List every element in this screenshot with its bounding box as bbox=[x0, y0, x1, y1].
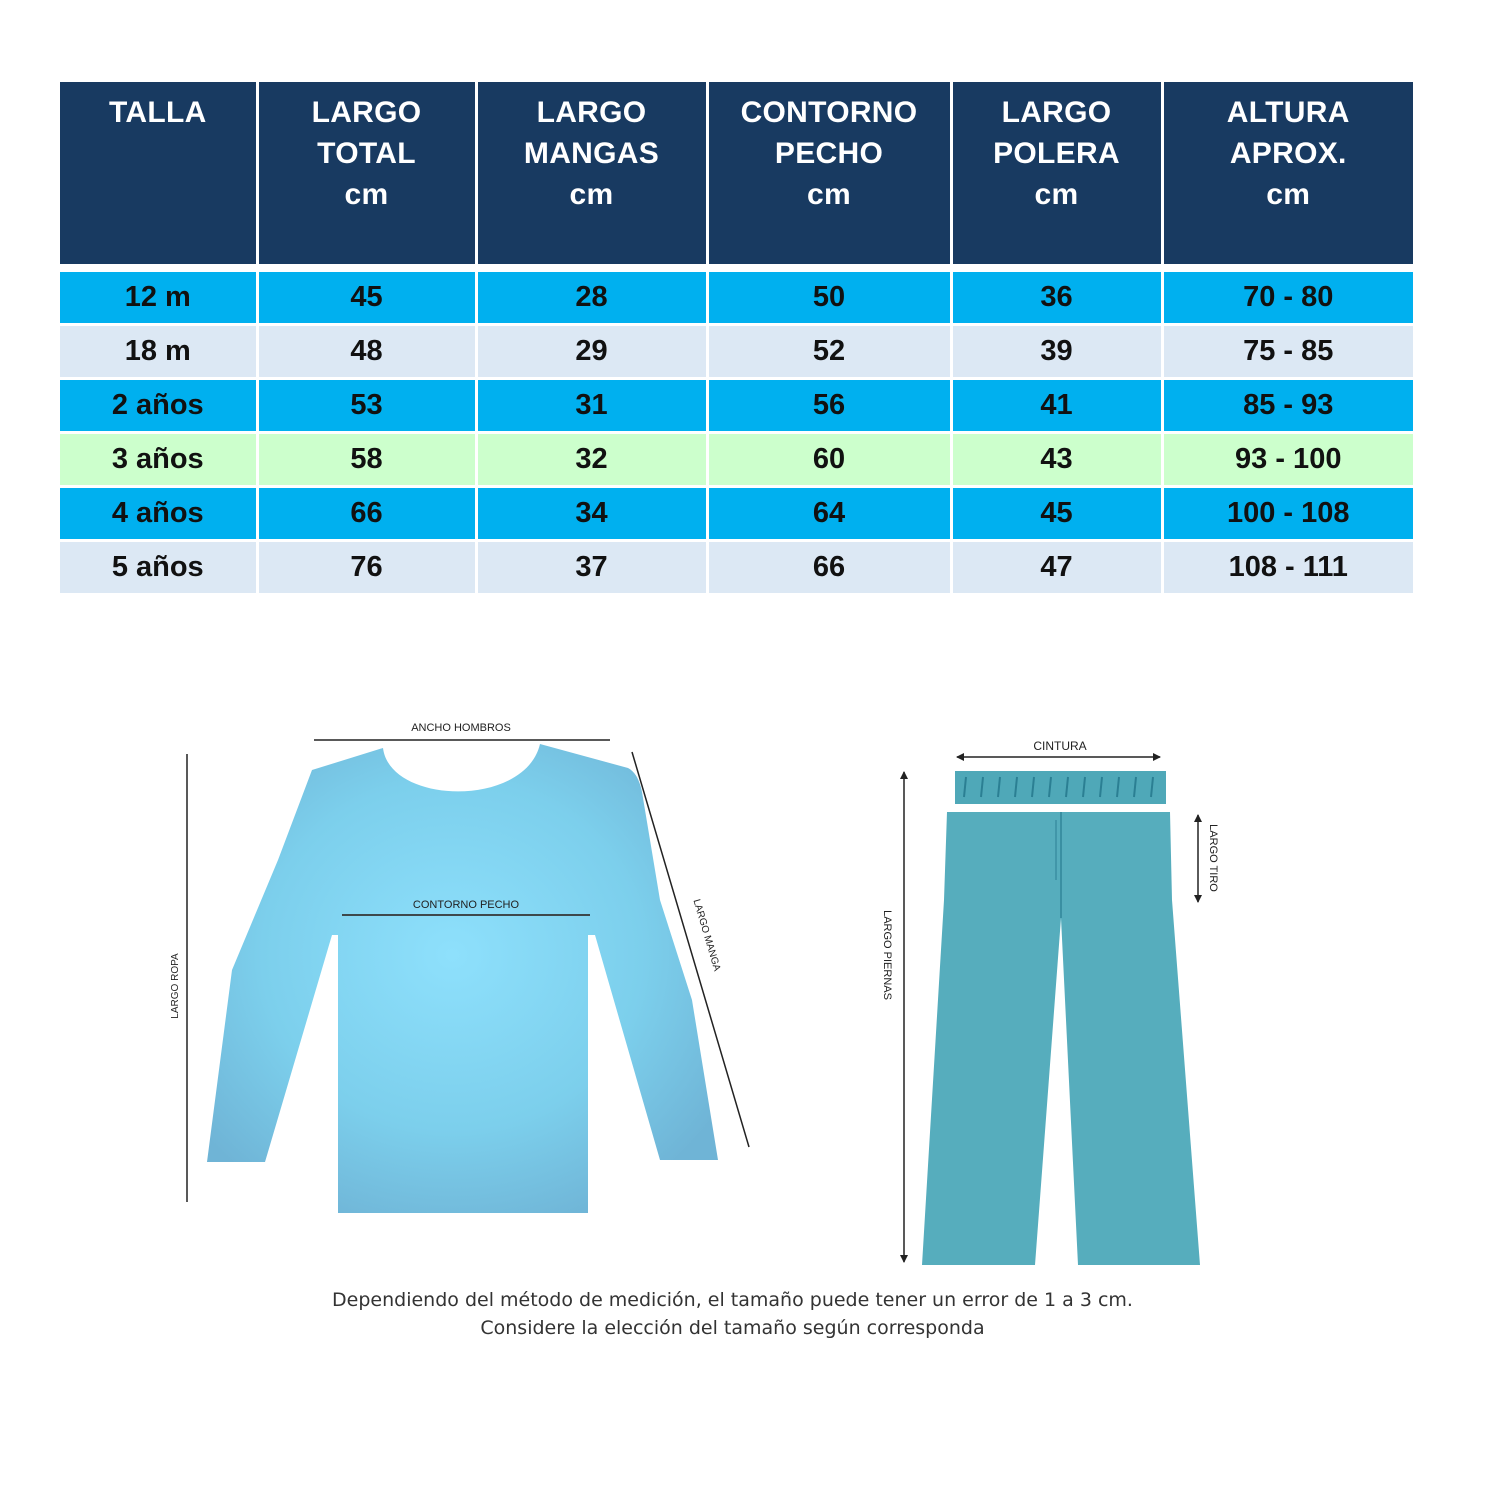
cell-talla: 18 m bbox=[60, 325, 257, 379]
cell-talla: 12 m bbox=[60, 271, 257, 325]
cell-largo-polera: 39 bbox=[951, 325, 1162, 379]
cell-contorno-pecho: 66 bbox=[707, 541, 951, 594]
header-altura-aprox: ALTURA APROX. cm bbox=[1162, 82, 1413, 264]
cell-largo-total: 66 bbox=[257, 487, 476, 541]
cell-contorno-pecho: 60 bbox=[707, 433, 951, 487]
cell-largo-mangas: 32 bbox=[476, 433, 707, 487]
cell-largo-mangas: 34 bbox=[476, 487, 707, 541]
cell-largo-mangas: 31 bbox=[476, 379, 707, 433]
cell-contorno-pecho: 52 bbox=[707, 325, 951, 379]
header-largo-polera: LARGO POLERA cm bbox=[951, 82, 1162, 264]
cell-altura: 85 - 93 bbox=[1162, 379, 1413, 433]
cell-largo-mangas: 28 bbox=[476, 271, 707, 325]
header-contorno-pecho: CONTORNO PECHO cm bbox=[707, 82, 951, 264]
cell-talla: 2 años bbox=[60, 379, 257, 433]
cell-altura: 75 - 85 bbox=[1162, 325, 1413, 379]
garment-length-label: LARGO ROPA bbox=[170, 953, 181, 1019]
footnote-line-2: Considere la elección del tamaño según corresponda bbox=[480, 1317, 985, 1339]
cell-largo-polera: 41 bbox=[951, 379, 1162, 433]
shoulder-width-label: ANCHO HOMBROS bbox=[411, 722, 511, 734]
measurement-footnote bbox=[0, 1286, 1465, 1342]
cell-altura: 100 - 108 bbox=[1162, 487, 1413, 541]
cell-contorno-pecho: 64 bbox=[707, 487, 951, 541]
chest-label: CONTORNO PECHO bbox=[412, 899, 520, 911]
waist-label: CINTURA bbox=[1033, 739, 1087, 753]
footnote-line-1: Dependiendo del método de medición, el tamaño puede tener un error de 1 a 3 cm. bbox=[332, 1289, 1133, 1311]
cell-largo-polera: 43 bbox=[951, 433, 1162, 487]
cell-largo-mangas: 29 bbox=[476, 325, 707, 379]
cell-largo-mangas: 37 bbox=[476, 541, 707, 594]
cell-altura: 108 - 111 bbox=[1162, 541, 1413, 594]
cell-largo-polera: 45 bbox=[951, 487, 1162, 541]
cell-largo-total: 48 bbox=[257, 325, 476, 379]
leg-length-label: LARGO PIERNAS bbox=[881, 910, 893, 1000]
cell-altura: 70 - 80 bbox=[1162, 271, 1413, 325]
rise-label: LARGO TIRO bbox=[1207, 824, 1219, 892]
cell-talla: 4 años bbox=[60, 487, 257, 541]
header-talla: TALLA bbox=[60, 82, 257, 264]
sleeve-length-label: LARGO MANGA bbox=[690, 898, 723, 973]
cell-contorno-pecho: 56 bbox=[707, 379, 951, 433]
cell-largo-total: 45 bbox=[257, 271, 476, 325]
cell-largo-total: 76 bbox=[257, 541, 476, 594]
cell-largo-total: 53 bbox=[257, 379, 476, 433]
cell-largo-polera: 36 bbox=[951, 271, 1162, 325]
cell-altura: 93 - 100 bbox=[1162, 433, 1413, 487]
cell-talla: 5 años bbox=[60, 541, 257, 594]
cell-contorno-pecho: 50 bbox=[707, 271, 951, 325]
cell-talla: 3 años bbox=[60, 433, 257, 487]
header-largo-total: LARGO TOTAL cm bbox=[257, 82, 476, 264]
cell-largo-total: 58 bbox=[257, 433, 476, 487]
header-largo-mangas: LARGO MANGAS cm bbox=[476, 82, 707, 264]
cell-largo-polera: 47 bbox=[951, 541, 1162, 594]
